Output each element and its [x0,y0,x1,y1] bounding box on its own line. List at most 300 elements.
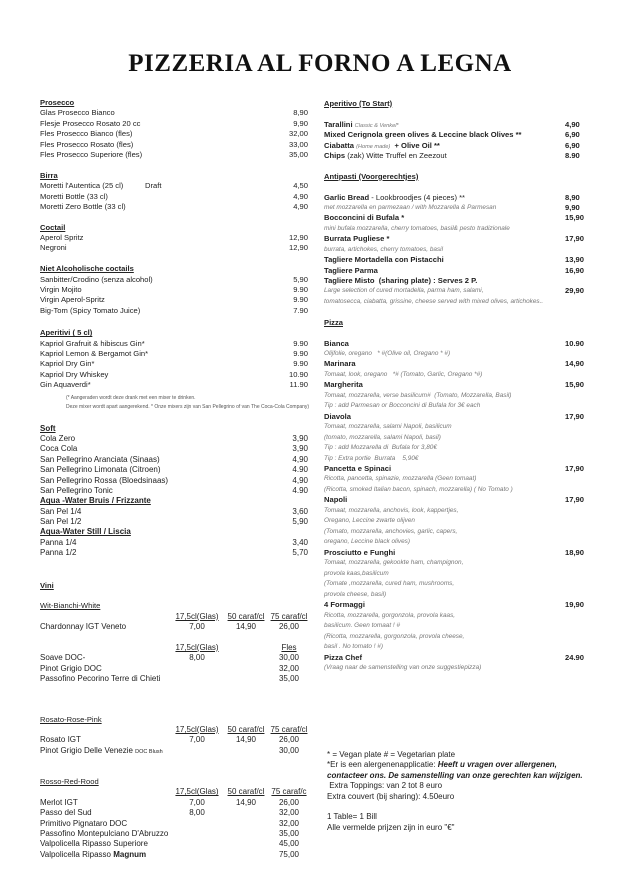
item-price: 29,90 [565,286,585,296]
wine-price [172,850,222,860]
description-text: burrata, artichokes, cherry tomatoes, basil [324,245,443,253]
menu-item [40,150,308,160]
wine-price: 45,00 [278,839,300,849]
menu-item [324,548,586,558]
item-price: 18,90 [565,547,585,557]
description-text: tomatosecca, ciabatta, grissine, cheese served with mixed olives, artichokes.. [324,297,544,305]
legend: * = Vegan plate # = Vegetarian plate [327,750,456,759]
section-birra [40,171,308,213]
section-heading: Antipasti (Voorgerechtjes) [324,171,419,181]
item-price: 8,90 [293,108,308,118]
menu-item [40,434,308,444]
wine-price: 26,00 [278,622,300,632]
section-heading: Soft [40,423,56,433]
section-heading: Prosecco [40,98,75,107]
item-price: 12,90 [288,233,308,243]
item-description [324,569,586,580]
menu-item [40,181,308,191]
item-price: 10.90 [288,369,308,379]
item-price: 4,50 [293,181,308,191]
item-name-part: Garlic Bread [324,192,370,202]
wine-column-header: 50 caraf/cl [227,611,265,621]
description-text: Tomaat, mozzarella, salami Napoli, basilicum [324,423,452,431]
menu-item [324,130,586,140]
wine-price: 32,00 [278,663,300,673]
menu-item [324,380,586,390]
item-price: 15,90 [565,380,585,390]
item-name: Kapriol Dry Whiskey [40,369,109,379]
item-price: 9.90 [293,295,308,305]
item-name-part: Pizza Chef [324,652,362,662]
menu-item [40,465,308,475]
item-name-part: Bianca [324,338,349,348]
item-name: Kapriol Dry Gin* [40,359,95,369]
item-name: Coca Cola [40,444,78,454]
item-price: 17,90 [565,234,585,244]
wine-price: 14,90 [235,735,257,745]
item-price: 4,90 [565,119,580,129]
menu-item [40,275,308,285]
menu-item [40,306,308,316]
item-name-part: Napoli [324,495,348,505]
menu-item [324,276,586,286]
wine-column-header: 17,5cl(Glas) [175,724,219,734]
section-soft [40,424,308,559]
wine-group [40,777,308,860]
menu-item [324,412,586,422]
wine-column-header [40,725,172,735]
wine-group-title: Rosato-Rose-Pink [40,714,102,724]
item-name: Moretti Bottle (33 cl) [40,191,108,201]
item-price: 12,90 [288,243,308,253]
item-price: 4,90 [293,201,308,211]
description-text: (Ricotta, smoked Italian bacon, spinach, mozzarella) ( No Tomato ) [324,485,513,493]
item-description [324,632,586,643]
section-note: (* Aangeraden wordt deze drank met een mixer te drinken. [66,394,196,401]
wine-group-title: Rosso-Red-Rood [40,777,99,787]
item-price: 13,90 [565,255,585,265]
menu-item [40,285,308,295]
item-name: San Pel 1/2 [40,517,82,527]
item-name-part: + Olive Oil ** [390,140,440,150]
wine-column-header: 17,5cl(Glas) [175,611,219,621]
item-name: San Pel 1/4 [40,506,82,516]
wine-group [40,601,308,684]
wine-price: 26,00 [278,735,300,745]
item-price: 10.90 [565,338,585,348]
section-niet [40,264,308,316]
wine-price [172,839,222,849]
item-price: 33,00 [288,139,308,149]
extra-toppings: Extra Toppings: van 2 tot 8 euro [327,781,443,791]
item-price: 17,90 [565,464,585,474]
menu-item [40,295,308,305]
wine-price [172,664,222,674]
section-note: Deze mixer wordt apart aangerekend. * Onze mixers zijn van San Pellegrino of van The Coca-Cola Company) [66,403,310,410]
menu-item [40,233,308,243]
menu-item [40,243,308,253]
wine-price: 32,00 [278,808,300,818]
description-text: Ricotta, pancetta, spinazie, mozzarella (Geen tomaat) [324,475,477,483]
item-description [324,516,586,527]
description-text: Tomaat, look, oregano *# (Tomato, Garlic, Oregano *#) [324,370,483,378]
item-description [324,433,586,444]
item-name: Panna 1/2 [40,548,77,558]
item-price: 6,90 [565,140,580,150]
item-price: 8.90 [565,150,580,160]
menu-item [324,213,586,223]
item-name: San Pellegrino Tonic [40,485,113,495]
wine-price [222,674,270,684]
menu-item [40,192,308,202]
description-text: basil . No tomato ! #) [324,643,383,651]
item-name-part: Ciabatta [324,140,357,150]
menu-item [40,548,308,558]
description-text: mini bufala mozzarella, cherry tomatoes, basil& pesto tradizionale [324,224,510,232]
menu-item [324,600,586,610]
item-name-part: Diavola [324,411,352,421]
wine-price: 75,00 [278,849,300,859]
item-description [324,391,586,402]
menu-item [324,120,586,130]
menu-item [324,266,586,276]
wine-price [172,819,222,829]
item-description [324,203,586,214]
item-price: 16,90 [565,265,585,275]
wine-name: Passo del Sud [40,808,92,818]
wine-name: Pinot Grigio Delle Venezie DOC Blush [40,745,163,755]
wine-price: 32,00 [278,818,300,828]
item-price: 6,90 [565,130,580,140]
wine-price: 8,00 [189,808,205,818]
item-price: 3,90 [292,433,308,443]
item-price: 4,90 [292,475,308,485]
item-price: 32,00 [288,129,308,139]
wine-name: Valpolicella Ripasso Superiore [40,839,148,849]
section-heading: Niet Alcoholische coctails [40,264,134,274]
item-price: 5,70 [292,548,308,558]
description-text: provola kaas,basilicum [324,569,389,577]
wine-name: Pinot Grigio DOC [40,663,102,673]
item-price: 4.90 [292,485,308,495]
item-description [324,370,586,381]
allergen-note: *Er is een alergenenapplicatie: Heeft u vragen over allergenen, contacteer ons. De samenstelling van onze gerechten kan wijzigen. [327,760,583,780]
item-price: 3,60 [292,506,308,516]
item-price: 24.90 [565,652,585,662]
menu-item [40,339,308,349]
wine-column-header: 17,5cl(Glas) [175,787,219,797]
item-name-part: Tagliere Parma [324,265,378,275]
item-price: 35,00 [288,149,308,159]
menu-item [40,108,308,118]
menu-item [324,193,586,203]
currency-note: Alle vermelde prijzen zijn in euro "€" [327,822,455,832]
wine-name: Primitivo Pignataro DOC [40,818,128,828]
item-description [324,349,586,360]
item-price: 9.90 [293,359,308,369]
menu-item [324,141,586,151]
wine-price [222,653,270,663]
menu-item [324,495,586,505]
menu-item [40,486,308,496]
item-name-part: (Home made) [356,143,391,150]
menu-item [40,476,308,486]
item-name-part: Burrata Pugliese * [324,234,390,244]
wine-name: Passofino Pecorino Terre di Chieti [40,674,161,684]
item-price: 3,40 [292,537,308,547]
menu-item [324,234,586,244]
item-name: Fles Prosecco Rosato (fles) [40,139,134,149]
description-text: Tomaat, mozzarella, anchovis, look, kappertjes, [324,506,459,514]
item-name: Glas Prosecco Bianco [40,108,115,118]
item-description [324,401,586,412]
wine-column-header: 50 caraf/cl [227,724,265,734]
wine-price [222,664,270,674]
item-serving: Draft [145,181,162,191]
item-description [324,474,586,485]
wine-column-header [222,643,270,653]
item-description [324,590,586,601]
item-name-part: Mixed Cerignola green olives & Leccine black Olives ** [324,130,522,140]
wine-column-header: 17,5cl(Glas) [175,642,219,652]
section-heading: Aperitivo (To Start) [324,99,393,108]
section-vini [40,581,308,861]
menu-item [40,349,308,359]
item-price: 17,90 [565,411,585,421]
wine-price [222,746,270,756]
section-prosecco [40,98,308,160]
item-description [324,297,586,308]
wine-name: Valpolicella Ripasso Magnum [40,849,147,859]
item-price: 9,90 [293,118,308,128]
wine-group-title: Wit-Bianchi-White [40,601,101,611]
food-section [324,318,586,674]
description-text: Tip : add Mozzarella di Bufala for 3,80€ [324,444,437,452]
menu-item [40,455,308,465]
description-text: Oregano, Leccine zwarte olijven [324,517,415,525]
item-name: Sanbitter/Crodino (senza alcohol) [40,274,153,284]
food-column [324,99,586,674]
wine-price: 7,00 [189,797,205,807]
item-price: 3,90 [292,444,308,454]
wine-column-header [40,612,172,622]
wine-price [222,839,270,849]
item-price: 5,90 [292,517,308,527]
wine-name: Merlot IGT [40,797,78,807]
menu-item [40,370,308,380]
wine-name: Passofino Montepulciano D'Abruzzo [40,829,169,839]
item-name-part: Bocconcini di Bufala * [324,213,405,223]
menu-item [324,339,586,349]
item-description [324,558,586,569]
item-name: Cola Zero [40,433,76,443]
description-text: Olijfolie, oregano * #(Olive oil, Oregano * #) [324,349,451,357]
wine-table [40,612,308,633]
wine-price: 14,90 [235,797,257,807]
item-price: 11.90 [289,380,308,390]
item-name-part: Prosciutto e Funghi [324,547,396,557]
wine-price: 8,00 [189,653,205,663]
wine-price [172,746,222,756]
item-description [324,422,586,433]
item-name: Moretti Zero Bottle (33 cl) [40,201,126,211]
item-name-part: Chips [324,150,346,160]
item-description [324,579,586,590]
item-description [324,485,586,496]
wine-price [222,850,270,860]
menu-item [40,359,308,369]
section-heading: Coctail [40,222,66,232]
wine-price [222,819,270,829]
description-text: Tomaat, mozzarella, gekookte ham, champignon, [324,559,464,567]
menu-item [324,653,586,663]
description-text: provola cheese, basil) [324,590,387,598]
wine-column-header: 50 caraf/cl [227,787,265,797]
item-name: Negroni [40,243,67,253]
menu-item [324,464,586,474]
wine-name: Soave DOC- [40,653,86,663]
item-price: 14,90 [565,359,585,369]
magnum-label: Magnum [113,849,147,859]
item-price: 19,90 [565,600,585,610]
wine-column-header: Fles [281,642,297,652]
footer-notes [327,750,589,833]
wine-table [40,787,308,860]
menu-item [40,380,308,390]
item-price: 17,90 [565,495,585,505]
item-price: 4,90 [293,191,308,201]
food-section [324,172,586,308]
item-description [324,506,586,517]
item-name: Gin Aquaverdi* [40,380,91,390]
item-price: 9.90 [293,348,308,358]
item-price: 9,90 [565,202,580,212]
drinks-column [40,98,308,860]
wine-price: 30,00 [278,653,300,663]
wine-table [40,643,308,685]
wine-name: Rosato IGT [40,735,81,745]
menu-item [40,538,308,548]
description-text: (Vraag naar de samenstelling van onze suggestiepizza) [324,664,482,672]
menu-item [40,119,308,129]
wine-group [40,715,308,757]
item-name-part: Marinara [324,359,356,369]
description-text: (Tomate ,mozzarella, cured ham, mushrooms, [324,580,455,588]
item-name: Kapriol Grafruit & hibiscus Gin* [40,338,145,348]
wine-price: 35,00 [278,674,300,684]
wine-price: 30,00 [278,745,300,755]
item-description [324,611,586,622]
description-text: (Ricotta, mozzarella, gorgonzola, provola cheese, [324,632,465,640]
item-description [324,621,586,632]
extra-couvert: Extra couvert (bij sharing): 4.50euro [327,791,455,801]
wine-price: 14,90 [235,622,257,632]
description-text: basilicum. Geen tomaat ! # [324,622,401,630]
food-section [324,99,586,161]
item-description [324,527,586,538]
wine-column-header: 75 caraf/cl [270,611,308,621]
section-heading: Pizza [324,317,343,327]
item-name: Big-Tom (Spicy Tomato Juice) [40,305,141,315]
item-description [324,286,586,297]
section-aper [40,328,308,411]
item-price: 7.90 [293,305,308,315]
wine-table [40,725,308,756]
subsection-heading: Aqua-Water Still / Liscia [40,527,131,537]
wine-price [172,674,222,684]
item-name-part: Margherita [324,380,363,390]
item-price: 9.90 [293,338,308,348]
wine-sub-label: DOC Blush [135,748,163,755]
item-name: San Pellegrino Rossa (Bloedsinaas) [40,475,169,485]
section-heading: Aperitivi ( 5 cl) [40,328,93,338]
wine-column-header [40,787,172,797]
menu-item [324,151,586,161]
item-name: San Pellegrino Limonata (Citroen) [40,465,161,475]
wine-column-header: 75 caraf/cl [270,724,308,734]
subsection-heading: Aqua -Water Bruis / Frizzante [40,496,151,506]
item-name-part: Classic & Venkel* [354,122,399,129]
page-title: PIZZERIA AL FORNO A LEGNA [128,50,512,77]
menu-item [40,202,308,212]
wine-name: Chardonnay IGT Veneto [40,622,127,632]
item-description [324,642,586,653]
bill-note: 1 Table= 1 Bill [327,812,377,822]
description-text: Tomaat, mozzarella, verse basilicum# (Tomato, Mozzarella, Basil) [324,391,512,399]
item-name-part: Tagliere Mortadella con Pistacchi [324,255,444,265]
wine-column-header: 75 caraf/c [271,787,307,797]
item-name-part: Tarallini [324,119,355,129]
item-name: Flesje Prosecco Rosato 20 cc [40,118,141,128]
item-price: 4,90 [292,454,308,464]
menu-item [40,507,308,517]
wine-price [222,808,270,818]
item-description [324,443,586,454]
item-price: 8,90 [565,192,580,202]
item-name: Fles Prosecco Bianco (fles) [40,129,133,139]
item-name: Kapriol Lemon & Bergamot Gin* [40,348,149,358]
wine-price [172,829,222,839]
item-price: 5,90 [293,274,308,284]
item-name: Moretti l'Autentica (25 cl) [40,181,124,191]
item-name: Aperol Spritz [40,233,84,243]
section-heading: Vini [40,580,54,590]
wine-price: 7,00 [189,622,205,632]
menu-item [40,444,308,454]
menu-item [324,255,586,265]
item-name-part: - Lookbroodjes (4 pieces) ** [369,192,465,202]
menu-item [40,129,308,139]
section-heading: Birra [40,170,58,180]
description-text: oregano, Leccine black olives) [324,538,410,546]
item-name: Panna 1/4 [40,537,77,547]
description-text: Ricotta, mozzarella, gorgonzola, provola kaas, [324,611,456,619]
description-text: Tip : Extra portie Burrata 5,90€ [324,454,419,462]
item-name-part: 4 Formaggi [324,600,365,610]
wine-price: 35,00 [278,829,300,839]
wine-price: 26,00 [278,797,300,807]
wine-price [222,829,270,839]
item-name-part: Pancetta e Spinaci [324,464,392,474]
item-price: 15,90 [565,213,585,223]
item-name: Virgin Aperol-Spritz [40,295,105,305]
item-name: Virgin Mojito [40,285,82,295]
item-name: Fles Prosecco Superiore (fles) [40,149,143,159]
item-price: 9.90 [293,285,308,295]
item-description [324,537,586,548]
menu-item [40,140,308,150]
item-name: San Pellegrino Aranciata (Sinaas) [40,454,160,464]
